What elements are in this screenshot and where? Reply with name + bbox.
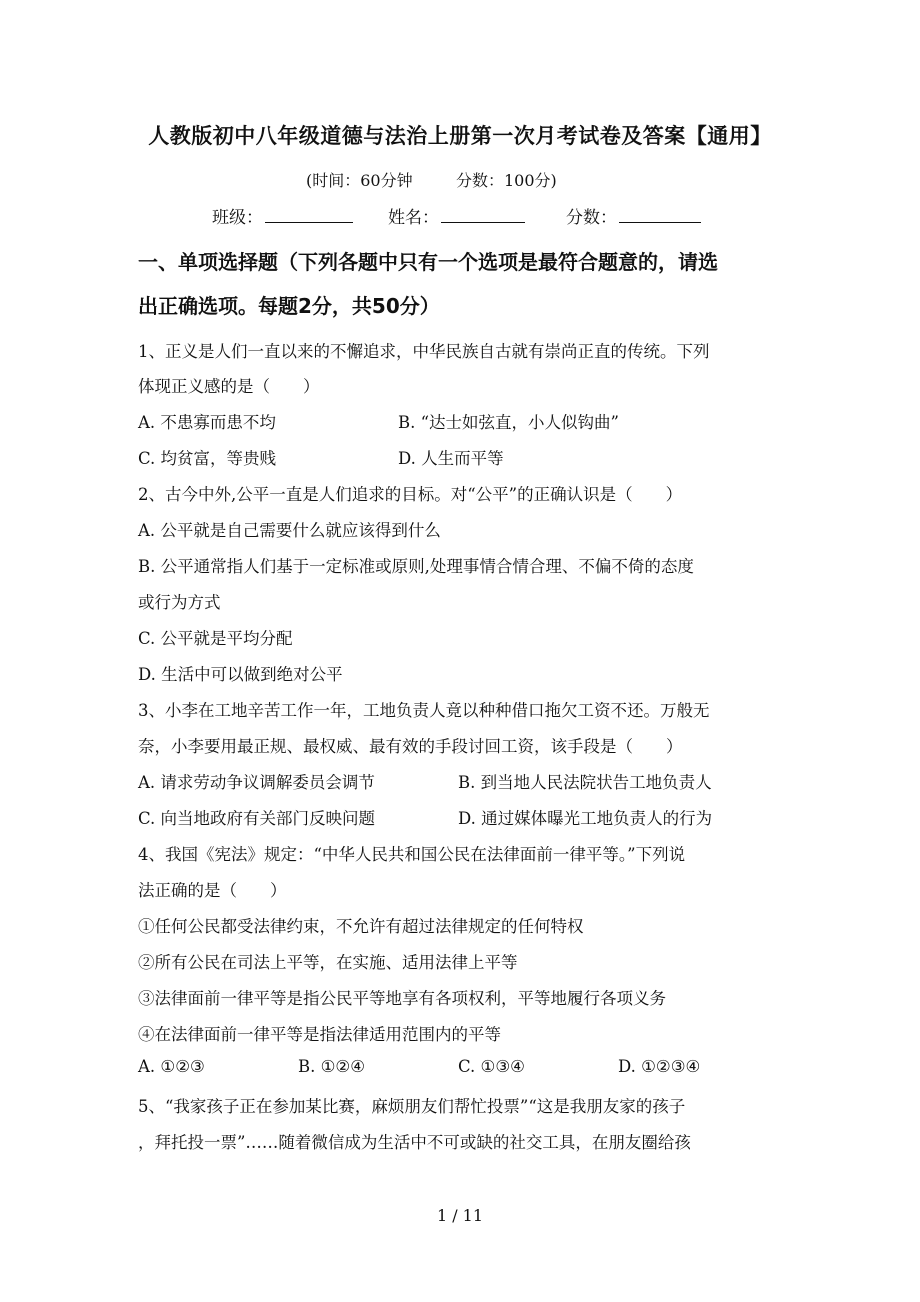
q1-option-c: C. 均贫富，等贵贱 <box>138 449 277 468</box>
q4-option-c: C. ①③④ <box>458 1057 525 1076</box>
q4-option-a: A. ①②③ <box>138 1057 205 1076</box>
score-label: 分数： <box>566 208 617 228</box>
q4-statement-3: ③法律面前一律平等是指公民平等地享有各项权利，平等地履行各项义务 <box>138 989 666 1008</box>
q3-stem-line2: 奈，小李要用最正规、最权威、最有效的手段讨回工资，该手段是（ ） <box>138 737 683 756</box>
q2-stem: 2、古今中外,公平一直是人们追求的目标。对“公平”的正确认识是（ ） <box>138 485 683 504</box>
q4-option-d: D. ①②③④ <box>618 1057 701 1076</box>
q4-statement-4: ④在法律面前一律平等是指法律适用范围内的平等 <box>138 1025 501 1044</box>
page-number: 1 / 11 <box>436 1206 484 1225</box>
q4-stem-line1: 4、我国《宪法》规定：“中华人民共和国公民在法律面前一律平等。”下列说 <box>138 845 686 864</box>
class-field <box>212 203 353 228</box>
q4-statement-1: ①任何公民都受法律约束，不允许有超过法律规定的任何特权 <box>138 917 584 936</box>
q1-option-d: D. 人生而平等 <box>398 449 504 468</box>
name-field <box>388 203 525 228</box>
section-heading-line1: 一、单项选择题（下列各题中只有一个选项是最符合题意的，请选 <box>138 250 718 274</box>
exam-total-score: 分数：100分) <box>456 171 557 190</box>
class-blank[interactable] <box>265 204 353 223</box>
q3-option-a: A. 请求劳动争议调解委员会调节 <box>138 773 375 792</box>
q5-stem-line1: 5、“我家孩子正在参加某比赛，麻烦朋友们帮忙投票”“这是我朋友家的孩子 <box>138 1097 686 1116</box>
q2-option-d: D. 生活中可以做到绝对公平 <box>138 665 343 684</box>
q2-option-b-line1: B. 公平通常指人们基于一定标准或原则,处理事情合情合理、不偏不倚的态度 <box>138 557 694 576</box>
name-blank[interactable] <box>441 204 525 223</box>
q2-option-b-line2: 或行为方式 <box>138 593 221 612</box>
q2-option-a: A. 公平就是自己需要什么就应该得到什么 <box>138 521 441 540</box>
page-title: 人教版初中八年级道德与法治上册第一次月考试卷及答案【通用】 <box>148 124 772 148</box>
q4-statement-2: ②所有公民在司法上平等，在实施、适用法律上平等 <box>138 953 518 972</box>
q1-option-a: A. 不患寡而患不均 <box>138 413 276 432</box>
q3-option-c: C. 向当地政府有关部门反映问题 <box>138 809 376 828</box>
name-label: 姓名： <box>388 208 439 228</box>
q5-stem-line2: ，拜托投一票”……随着微信成为生活中不可或缺的社交工具，在朋友圈给孩 <box>138 1133 691 1152</box>
class-label: 班级： <box>212 208 263 228</box>
section-heading-line2: 出正确选项。每题2分，共50分） <box>138 294 440 318</box>
q3-option-d: D. 通过媒体曝光工地负责人的行为 <box>458 809 713 828</box>
q2-option-c: C. 公平就是平均分配 <box>138 629 293 648</box>
q4-stem-line2: 法正确的是（ ） <box>138 881 287 900</box>
q3-stem-line1: 3、小李在工地辛苦工作一年，工地负责人竟以种种借口拖欠工资不还。万般无 <box>138 701 710 720</box>
exam-time: (时间：60分钟 <box>306 171 413 190</box>
score-field <box>566 203 701 228</box>
q3-option-b: B. 到当地人民法院状告工地负责人 <box>458 773 712 792</box>
q1-option-b: B. “达士如弦直，小人似钩曲” <box>398 413 619 432</box>
q4-option-b: B. ①②④ <box>298 1057 365 1076</box>
q1-stem-line1: 1、正义是人们一直以来的不懈追求，中华民族自古就有崇尚正直的传统。下列 <box>138 342 710 361</box>
score-blank[interactable] <box>619 204 701 223</box>
q1-stem-line2: 体现正义感的是（ ） <box>138 377 320 396</box>
